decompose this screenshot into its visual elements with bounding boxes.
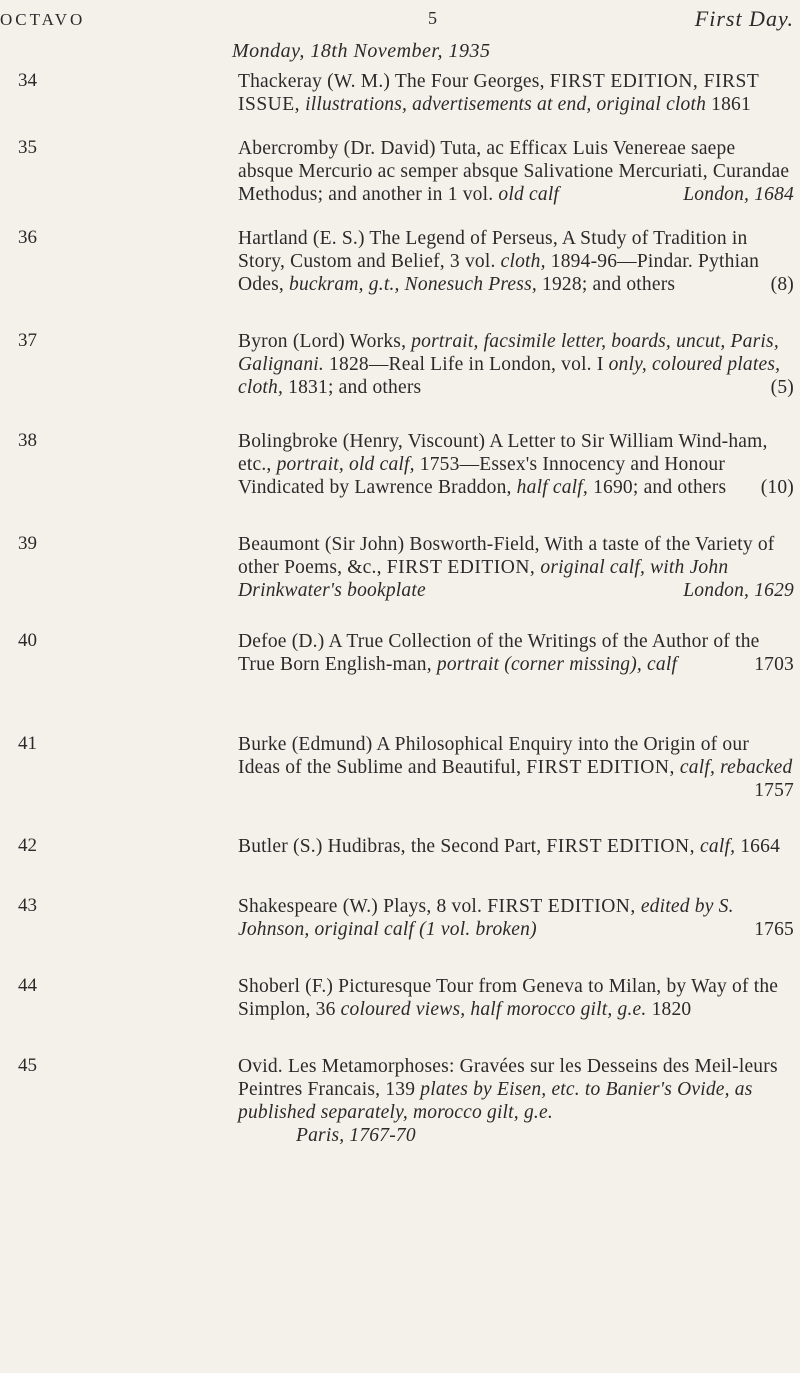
lot-imprint: Paris, 1767-70 [296,1125,416,1146]
lot-number: 34 [18,70,37,91]
lot-number: 42 [18,835,37,856]
lot-secondary-binding: only, coloured plates, cloth, [238,354,781,398]
lot-date: 1765 [754,919,794,940]
lot-date: 1861 [711,94,751,115]
lot-binding: portrait (corner missing), calf [436,654,678,675]
lot-number: 40 [18,630,37,651]
lot-secondary-binding: buckram, g.t., Nonesuch Press, [289,274,537,295]
page-header [0,6,800,30]
lot-secondary-title: 1894-96—Pindar. Pythian Odes, [238,251,760,295]
lot-description [238,895,794,941]
lot-secondary-date: 1928; and others [542,274,676,295]
lot-binding: plates by Eisen, etc. to Banier's Ovide, as published separately, morocco gilt, g.e. [238,1079,753,1123]
lot-description [238,975,794,1021]
lot-imprint: London, 1684 [683,184,794,205]
lot-author-title: Abercromby (Dr. David) Tuta, ac Efficax Luis Venereae saepe absque Mercurio ac semper absque Salivatione Mercuriati, Curandae Methodus; and another in 1 vol. [238,138,790,205]
lot-binding: calf, [700,836,736,857]
lot-secondary-binding: half calf, [516,477,588,498]
lot-binding: portrait, facsimile letter, boards, uncut, Paris, Galignani. [238,331,779,375]
lot-number: 41 [18,733,37,754]
lot-edition: FIRST EDITION, [546,836,695,857]
lot-date: 1703 [754,654,794,675]
lot-number: 38 [18,430,37,451]
lot-author-title: Shakespeare (W.) Plays, 8 vol. [238,896,483,917]
lot-author-title: Ovid. Les Metamorphoses: Gravées sur les Desseins des Meil-leurs Peintres Francais, 139 [238,1056,778,1100]
lot-number: 37 [18,330,37,351]
lot-author-title: Byron (Lord) Works, [238,331,407,352]
lot-author-title: Bolingbroke (Henry, Viscount) A Letter to Sir William Wind-ham, etc., [238,431,768,475]
lot-binding: edited by S. Johnson, original calf (1 vol. broken) [238,896,734,940]
lot-author-title: Burke (Edmund) A Philosophical Enquiry into the Origin of our Ideas of the Sublime and Beautiful, [238,734,750,778]
section-label: OCTAVO [0,10,86,29]
lot-date: 1757 [754,780,794,801]
lot-secondary-date: 1690; and others [593,477,727,498]
lot-imprint: London, 1629 [683,580,794,601]
lot-description [238,733,794,802]
lot-author-title: Defoe (D.) A True Collection of the Writings of the Author of the True Born English-man, [238,631,760,675]
lot-number: 45 [18,1055,37,1076]
lot-edition: FIRST EDITION, [526,757,675,778]
lot-description [238,330,794,399]
sale-date: Monday, 18th November, 1935 [232,40,491,62]
lot-author-title: Beaumont (Sir John) Bosworth-Field, With a taste of the Variety of other Poems, &c., [238,534,775,578]
lot-description [238,137,794,206]
lot-binding: coloured views, half morocco gilt, g.e. [340,999,647,1020]
lot-description [238,533,794,602]
lot-description [238,430,794,499]
day-label: First Day. [694,6,794,31]
lot-binding: original calf, with John Drinkwater's bookplate [238,557,729,601]
lot-secondary-date: 1831; and others [288,377,422,398]
lot-author-title: Shoberl (F.) Picturesque Tour from Geneva to Milan, by Way of the Simplon, 36 [238,976,779,1020]
lot-secondary-title: 1828—Real Life in London, vol. I [329,354,604,375]
lot-date: 1820 [651,999,692,1020]
lot-author-title: Butler (S.) Hudibras, the Second Part, [238,836,542,857]
lot-number: 36 [18,227,37,248]
lot-binding: calf, rebacked [679,757,793,778]
lot-description [238,1055,794,1147]
lot-description [238,835,794,858]
lot-edition: FIRST EDITION, [487,896,636,917]
lot-count: (10) [760,477,794,498]
lot-count: (5) [770,377,794,398]
lot-binding: cloth, [500,251,546,272]
lot-description [238,70,794,116]
lot-description [238,227,794,296]
lot-binding: old calf [498,184,560,205]
lot-binding: portrait, old calf, [276,454,415,475]
lot-author-title: Hartland (E. S.) The Legend of Perseus, A Study of Tradition in Story, Custom and Belief, 3 vol. [238,228,748,272]
page-number: 5 [428,8,437,28]
lot-number: 39 [18,533,37,554]
lot-description [238,630,794,676]
lot-binding: illustrations, advertisements at end, original cloth [305,94,707,115]
lot-author-title: Thackeray (W. M.) The Four Georges, [238,71,545,92]
lot-date: 1664 [740,836,781,857]
lot-number: 35 [18,137,37,158]
lot-secondary-title: 1753—Essex's Innocency and Honour Vindicated by Lawrence Braddon, [238,454,726,498]
lot-number: 44 [18,975,37,996]
lot-number: 43 [18,895,37,916]
lot-edition: FIRST EDITION, FIRST ISSUE, [238,71,759,115]
lot-count: (8) [770,274,794,295]
lot-edition: FIRST EDITION, [386,557,536,578]
